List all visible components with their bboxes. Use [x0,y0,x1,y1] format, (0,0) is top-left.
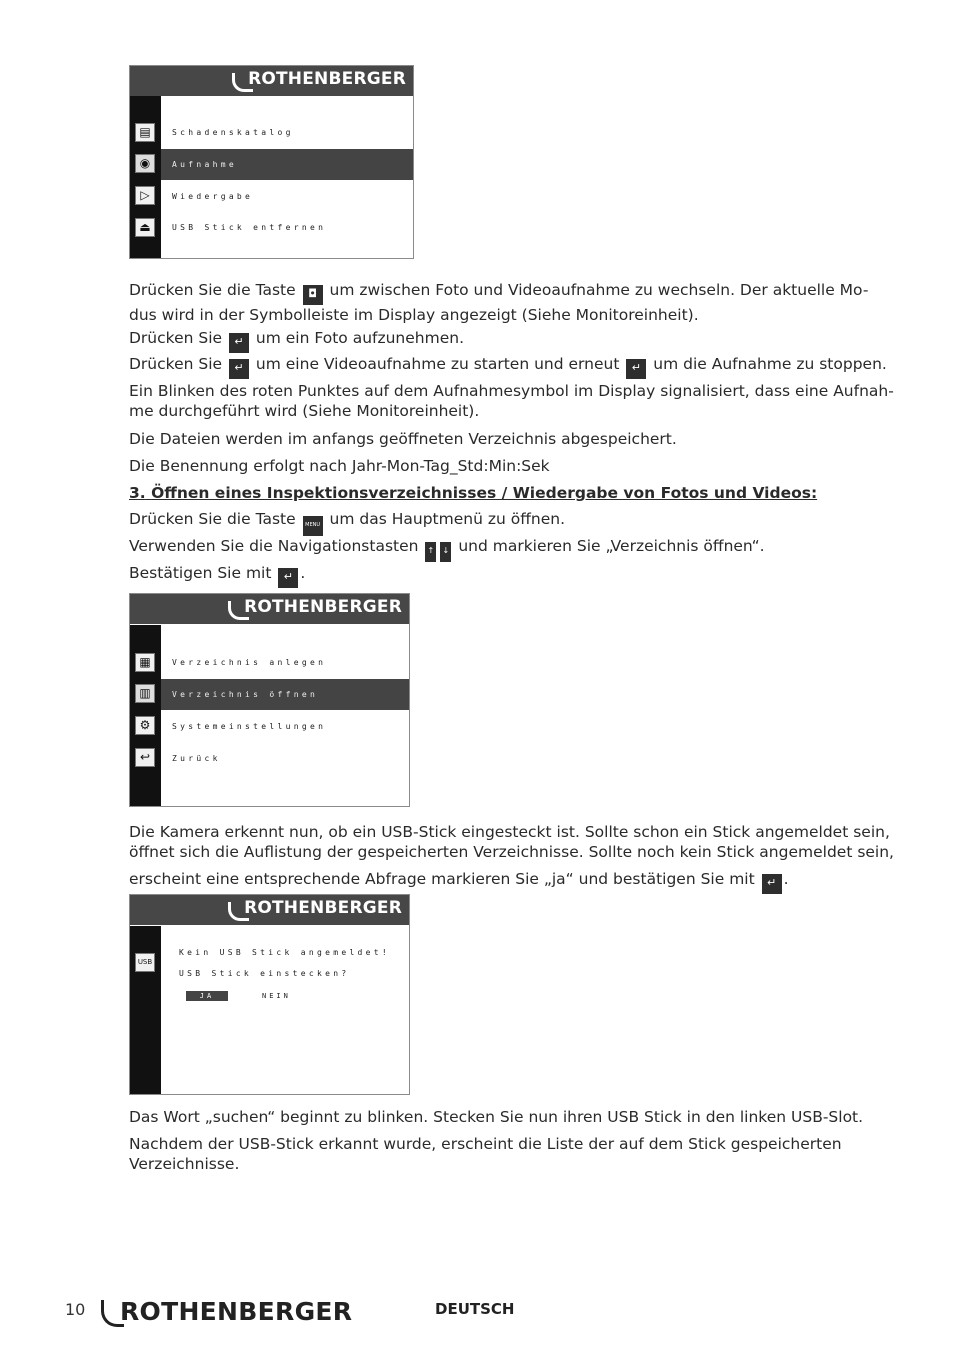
paragraph-navigation [129,536,899,562]
enter-key-icon: ↵ [762,874,782,894]
down-key-icon: ↓ [440,542,451,562]
heading-number: 3. [129,484,146,502]
text: Drücken Sie die Taste [129,281,296,299]
heading-text: Öffnen eines Inspektionsverzeichnisses / Wiedergabe von Fotos und Videos: [151,484,818,502]
text: Bestätigen Sie mit [129,564,272,582]
text: um eine Videoaufnahme zu starten und erneut [255,355,620,373]
text: Verwenden Sie die Navigationstasten [129,537,419,555]
paragraph-confirm [129,563,899,588]
text: Drücken Sie [129,355,223,373]
no-button[interactable]: NEIN [262,992,291,1000]
usb-message-line1: Kein USB Stick angemeldet! [179,948,391,957]
paragraph-menu-key [129,509,899,536]
paragraph-video [129,354,899,379]
footer-brand-logo: ROTHENBERGER [120,1297,352,1326]
enter-key-icon: ↵ [278,568,298,588]
paragraph-usb-query [129,869,899,894]
enter-key-icon: ↵ [229,359,249,379]
text: . [783,870,789,888]
usb-message-line2: USB Stick einstecken? [179,969,350,978]
screen-brand-logo: ROTHENBERGER [244,898,402,918]
folder-open-icon: ▥ [135,684,155,703]
screen-sidebar [130,926,161,1094]
enter-key-icon: ↵ [626,359,646,379]
menu-item-zurueck[interactable]: Zurück [172,754,221,763]
usb-eject-icon: ⏏ [135,218,155,237]
menu-item-usb-entfernen[interactable]: USB Stick entfernen [172,223,327,232]
text: dus wird in der Symbolleiste im Display angezeigt (Siehe Monitoreinheit). [129,306,699,324]
screen-header [130,594,409,624]
screen-header [130,895,409,925]
paragraph-blink [129,381,899,421]
text: um zwischen Foto und Videoaufnahme zu wechseln. Der aktuelle Mo- [329,281,869,299]
paragraph-mode-switch [129,280,899,325]
paragraph-usb-detect [129,822,899,862]
menu-item-verzeichnis-oeffnen[interactable]: Verzeichnis öffnen [172,690,319,699]
menu-item-schadenskatalog[interactable]: Schadenskatalog [172,128,294,137]
text: Drücken Sie [129,329,223,347]
menu-item-systemeinstellungen[interactable]: Systemeinstellungen [172,722,327,731]
menu-item-verzeichnis-anlegen[interactable]: Verzeichnis anlegen [172,658,327,667]
page-number: 10 [65,1300,86,1319]
menu-screen-main-2 [129,593,410,807]
settings-icon: ⚙ [135,716,155,735]
text: Verzeichnisse. [129,1155,240,1173]
text: und markieren Sie „Verzeichnis öffnen“. [458,537,765,555]
paragraph-photo [129,328,899,353]
up-key-icon: ↑ [425,542,436,562]
book-icon: ▤ [135,123,155,142]
enter-key-icon: ↵ [229,333,249,353]
screen-brand-logo: ROTHENBERGER [248,69,406,89]
mode-key-icon: ◘ [303,285,323,305]
screen-brand-logo: ROTHENBERGER [244,597,402,617]
paragraph-list [129,1134,899,1174]
record-icon: ◉ [135,154,155,173]
text: me durchgeführt wird (Siehe Monitoreinheit). [129,402,480,420]
text: öffnet sich die Auflistung der gespeicherten Verzeichnisse. Sollte noch kein Stick angemeldet sein, [129,843,894,861]
text: um das Hauptmenü zu öffnen. [329,510,565,528]
text: Die Kamera erkennt nun, ob ein USB-Stick eingesteckt ist. Sollte schon ein Stick angemeldet sein, [129,823,890,841]
menu-item-aufnahme[interactable]: Aufnahme [172,160,237,169]
section-heading [129,483,899,503]
menu-screen-main [129,65,414,259]
paragraph-files: Die Dateien werden im anfangs geöffneten Verzeichnis abgespeichert. [129,430,677,448]
text: um die Aufnahme zu stoppen. [653,355,887,373]
yes-button[interactable]: JA [186,991,228,1001]
text: Drücken Sie die Taste [129,510,296,528]
play-icon: ▷ [135,186,155,205]
menu-item-wiedergabe[interactable]: Wiedergabe [172,192,254,201]
usb-dialog-screen [129,894,410,1095]
paragraph-search: Das Wort „suchen“ beginnt zu blinken. Stecken Sie nun ihren USB Stick in den linken USB-Slot. [129,1108,864,1126]
footer-language: DEUTSCH [435,1300,515,1318]
text: . [300,564,306,582]
back-arrow-icon: ↩ [135,748,155,767]
paragraph-naming: Die Benennung erfolgt nach Jahr-Mon-Tag_Std:Min:Sek [129,457,550,475]
text: Nachdem der USB-Stick erkannt wurde, erscheint die Liste der auf dem Stick gespeicherten [129,1135,842,1153]
screen-header [130,66,413,96]
menu-key-icon: MENU [303,516,323,536]
usb-icon: USB [135,953,155,972]
text: Ein Blinken des roten Punktes auf dem Aufnahmesymbol im Display signalisiert, dass eine Aufnah- [129,382,894,400]
text: erscheint eine entsprechende Abfrage markieren Sie „ja“ und bestätigen Sie mit [129,870,755,888]
folder-new-icon: ▦ [135,653,155,672]
text: um ein Foto aufzunehmen. [255,329,465,347]
